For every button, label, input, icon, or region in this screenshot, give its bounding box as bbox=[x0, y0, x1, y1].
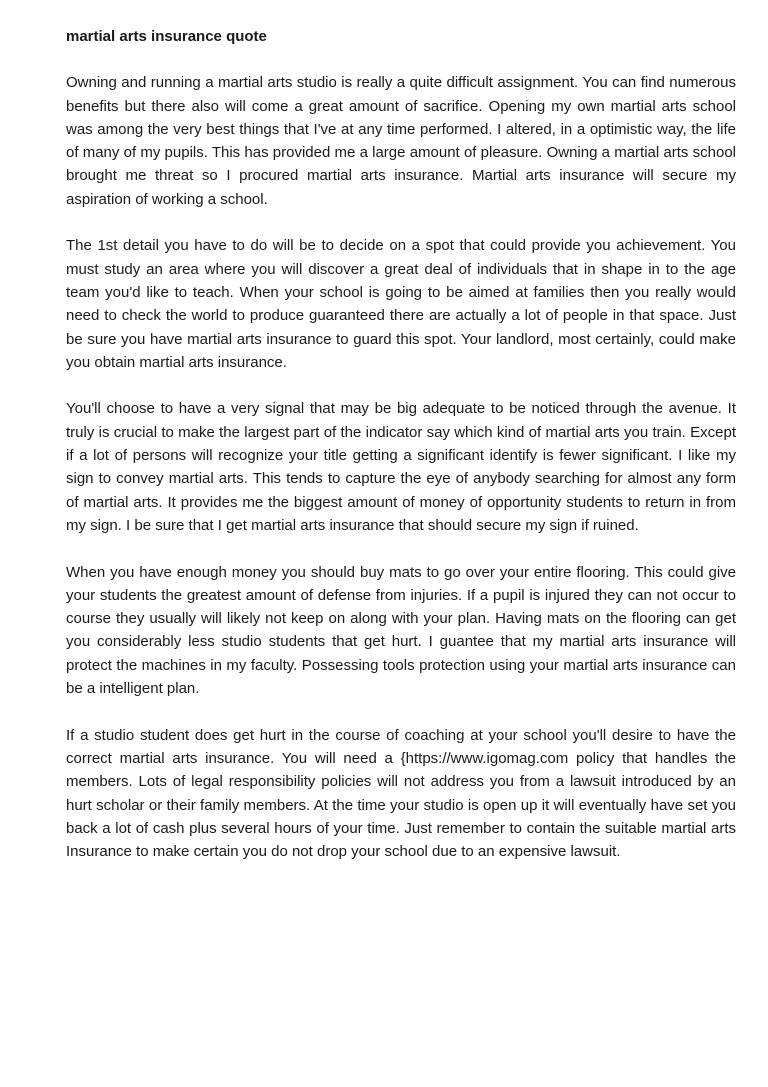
paragraph-liability: If a studio student does get hurt in the course of coaching at your school you'll desire to have the correct martial arts insurance. You will need a {https://www.igomag.com policy that handles the members. Lots of legal responsibility policies will not address you from a lawsuit introduced by an hurt scholar or their family members. At the time your studio is open up it will eventually have set you back a lot of cash plus several hours of your time. Just remember to contain the suitable martial arts Insurance to make certain you do not drop your school due to an expensive lawsuit. bbox=[66, 726, 736, 861]
paragraph-owning-studio: Owning and running a martial arts studio is really a quite difficult assignment. You can find numerous benefits but there also will come a great amount of sacrifice. Opening my own martial arts school was among the very best things that I've at any time performed. I altered, in a optimistic way, the life of many of my pupils. This has provided me a large amount of pleasure. Owning a martial arts school brought me threat so I procured martial arts insurance. Martial arts insurance will secure my aspiration of working a school. bbox=[66, 74, 736, 208]
document-page bbox=[66, 25, 736, 887]
document-title: martial arts insurance quote bbox=[66, 28, 267, 45]
paragraph-signage: You'll choose to have a very signal that may be big adequate to be noticed through the avenue. It truly is crucial to make the largest part of the indicator say which kind of martial arts you train. Except if a lot of persons will recognize your title getting a significant identify is fewer significant. I like my sign to convey martial arts. This tends to capture the eye of anybody searching for almost any form of martial arts. It provides me the biggest amount of money of opportunity students to return in from my sign. I be sure that I get martial arts insurance that should secure my sign if ruined. bbox=[66, 400, 736, 534]
paragraph-choose-location: The 1st detail you have to do will be to decide on a spot that could provide you achievement. You must study an area where you will discover a great deal of individuals that in shape in to the age team you'd like to teach. When your school is going to be aimed at families then you really would need to check the world to produce guaranteed there are actually a lot of people in that space. Just be sure you have martial arts insurance to guard this spot. Your landlord, most certainly, could make you obtain martial arts insurance. bbox=[66, 237, 736, 371]
paragraph-mats: When you have enough money you should buy mats to go over your entire flooring. This could give your students the greatest amount of defense from injuries. If a pupil is injured they can not occur to course they usually will likely not keep on along with your plan. Having mats on the flooring can get you considerably less studio students that get hurt. I guantee that my martial arts insurance will protect the machines in my faculty. Possessing tools protection using your martial arts insurance can be a intelligent plan. bbox=[66, 563, 736, 698]
